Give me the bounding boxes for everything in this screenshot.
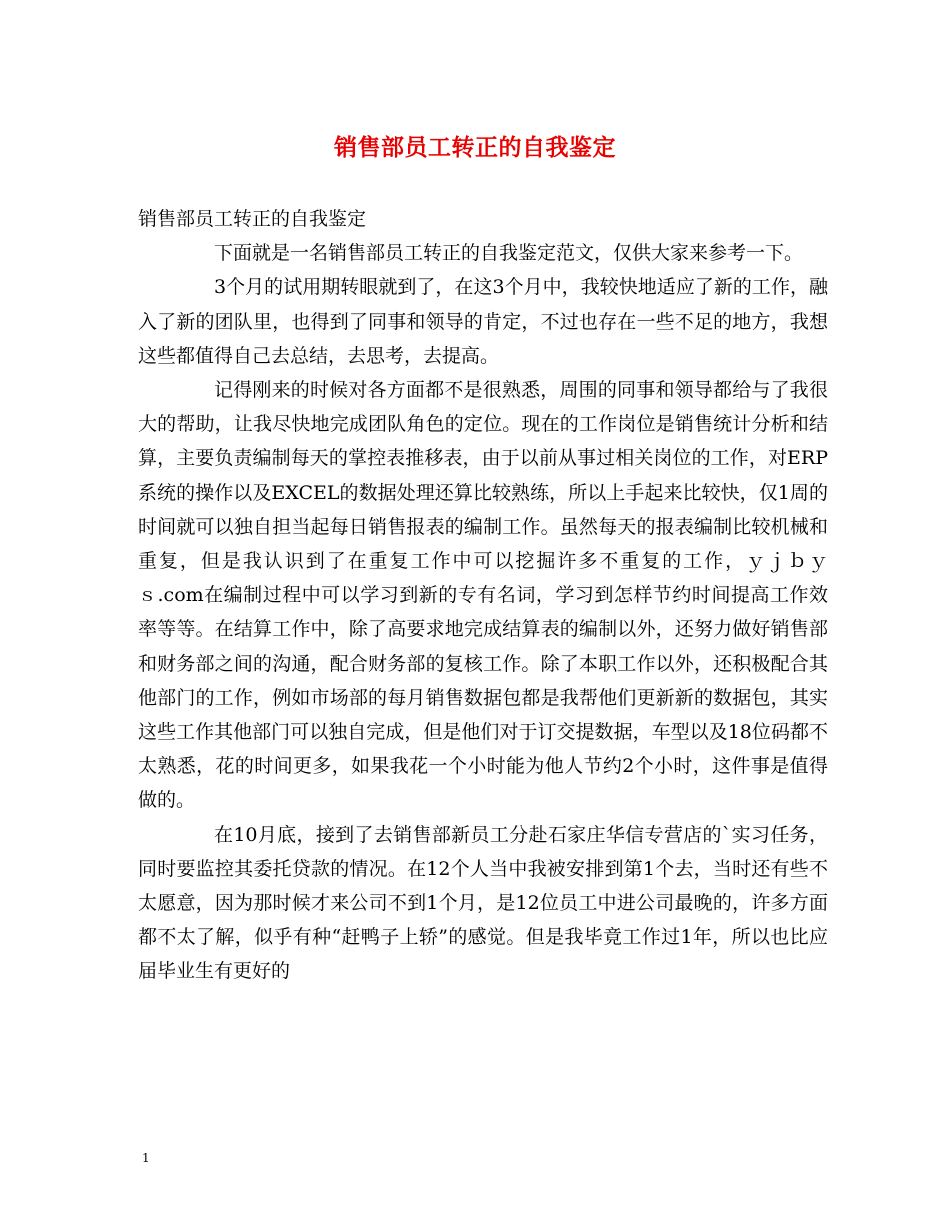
document-title: 销售部员工转正的自我鉴定	[334, 134, 616, 161]
page-number: 1	[142, 1151, 150, 1165]
document-subtitle: 销售部员工转正的自我鉴定	[138, 208, 367, 230]
paragraph-work-duties: 记得刚来的时候对各方面都不是很熟悉，周围的同事和领导都给与了我很大的帮助，让我尽快地完成团队角色的定位。现在的工作岗位是销售统计分析和结算，主要负责编制每天的掌控表推移表，由于以前从事过相关岗位的工作，对ERP系统的操作以及EXCEL的数据处理还算比较熟练，所以上手起来比较快，仅1周的时间就可以独自担当起每日销售报表的编制工作。虽然每天的报表编制比较机械和重复，但是我认识到了在重复工作中可以挖掘许多不重复的工作，ｙｊｂｙｓ.com在编制过程中可以学习到新的专有名词，学习到怎样节约时间提高工作效率等等。在结算工作中，除了高要求地完成结算表的编制以外，还努力做好销售部和财务部之间的沟通，配合财务部的复核工作。除了本职工作以外，还积极配合其他部门的工作，例如市场部的每月销售数据包都是我帮他们更新新的数据包，其实这些工作其他部门可以独自完成，但是他们对于订交提数据，车型以及18位码都不太熟悉，花的时间更多，如果我花一个小时能为他人节约2个小时，这件事是值得做的。	[138, 379, 828, 812]
paragraph-probation: 3个月的试用期转眼就到了，在这3个月中，我较快地适应了新的工作，融入了新的团队里，也得到了同事和领导的肯定，不过也存在一些不足的地方，我想这些都值得自己去总结，去思考，去提高。	[138, 276, 828, 367]
paragraph-internship: 在10月底，接到了去销售部新员工分赴石家庄华信专营店的`实习任务，同时要监控其委托贷款的情况。在12个人当中我被安排到第1个去，当时还有些不太愿意，因为那时候才来公司不到1个月，是12位员工中进公司最晚的，许多方面都不太了解，似乎有种“赶鸭子上轿”的感觉。但是我毕竟工作过1年，所以也比应届毕业生有更好的	[138, 823, 828, 983]
document-body	[138, 202, 828, 989]
paragraph-intro: 下面就是一名销售部员工转正的自我鉴定范文，仅供大家来参考一下。	[214, 242, 804, 265]
